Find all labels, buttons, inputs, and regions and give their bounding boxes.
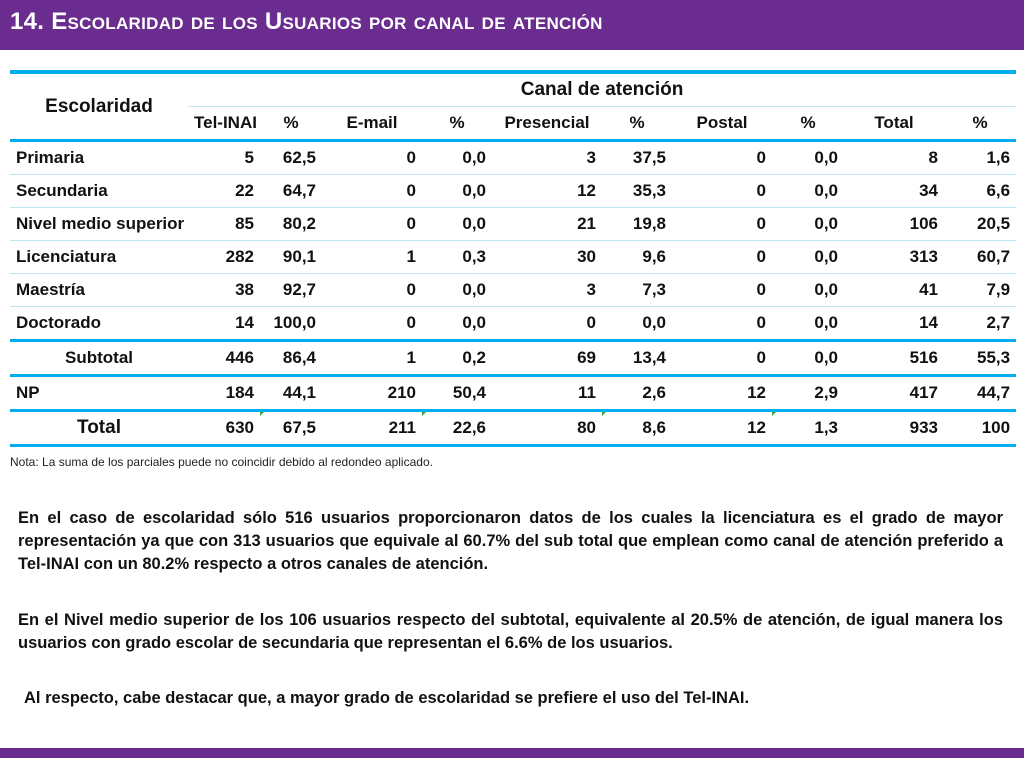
cell: 0,0 (772, 341, 844, 376)
cell: 86,4 (260, 341, 322, 376)
row-label: Licenciatura (10, 241, 188, 274)
total-row (10, 411, 1016, 446)
cell: 0,0 (772, 208, 844, 241)
cell: 0 (672, 241, 772, 274)
cell: 417 (844, 376, 944, 411)
np-row (10, 376, 1016, 411)
cell: 22,6 (422, 411, 492, 446)
col-header: Presencial (492, 107, 602, 141)
cell: 933 (844, 411, 944, 446)
cell: 2,9 (772, 376, 844, 411)
row-label: NP (10, 376, 188, 411)
table-row (10, 241, 1016, 274)
col-header: Postal (672, 107, 772, 141)
cell: 282 (188, 241, 260, 274)
subtotal-row (10, 341, 1016, 376)
group-header-canal: Canal de atención (188, 72, 1016, 107)
cell: 60,7 (944, 241, 1016, 274)
cell: 38 (188, 274, 260, 307)
cell: 184 (188, 376, 260, 411)
col-header: Total (844, 107, 944, 141)
cell: 55,3 (944, 341, 1016, 376)
cell: 0 (322, 274, 422, 307)
cell: 2,7 (944, 307, 1016, 341)
cell: 0,0 (772, 141, 844, 175)
col-header: % (602, 107, 672, 141)
cell: 210 (322, 376, 422, 411)
cell: 1,6 (944, 141, 1016, 175)
cell: 1 (322, 241, 422, 274)
cell: 516 (844, 341, 944, 376)
cell: 34 (844, 175, 944, 208)
row-label: Total (10, 411, 188, 446)
cell: 0 (672, 141, 772, 175)
cell: 85 (188, 208, 260, 241)
cell: 0,0 (772, 175, 844, 208)
escolaridad-table (10, 70, 1016, 447)
cell: 630 (188, 411, 260, 446)
cell: 0 (322, 208, 422, 241)
cell: 0 (322, 307, 422, 341)
col-header: E-mail (322, 107, 422, 141)
cell: 100 (944, 411, 1016, 446)
table-row (10, 175, 1016, 208)
cell: 44,7 (944, 376, 1016, 411)
cell: 9,6 (602, 241, 672, 274)
cell: 64,7 (260, 175, 322, 208)
cell: 0,0 (422, 208, 492, 241)
cell: 8 (844, 141, 944, 175)
cell: 90,1 (260, 241, 322, 274)
cell: 0 (672, 175, 772, 208)
paragraph-1: En el caso de escolaridad sólo 516 usuarios proporcionaron datos de los cuales la licenciatura es el grado de mayor representación ya que con 313 usuarios que equivale al 60.7% del sub total que emplean como canal de atención preferido a Tel-INAI con un 80.2% respecto a otros canales de atención. (18, 509, 1003, 573)
table-row (10, 274, 1016, 307)
cell: 8,6 (602, 411, 672, 446)
cell: 0,2 (422, 341, 492, 376)
col-header: % (772, 107, 844, 141)
cell: 20,5 (944, 208, 1016, 241)
cell: 22 (188, 175, 260, 208)
cell: 3 (492, 274, 602, 307)
row-label: Doctorado (10, 307, 188, 341)
row-label: Nivel medio superior (10, 208, 188, 241)
bottom-bar (0, 748, 1024, 758)
cell: 19,8 (602, 208, 672, 241)
cell: 7,3 (602, 274, 672, 307)
cell: 11 (492, 376, 602, 411)
cell: 13,4 (602, 341, 672, 376)
header-row-group (10, 72, 1016, 107)
cell: 106 (844, 208, 944, 241)
cell: 0,0 (422, 307, 492, 341)
cell: 0,0 (422, 141, 492, 175)
cell: 0,3 (422, 241, 492, 274)
table-container (10, 70, 1016, 447)
cell: 41 (844, 274, 944, 307)
cell: 35,3 (602, 175, 672, 208)
cell: 21 (492, 208, 602, 241)
cell: 14 (188, 307, 260, 341)
cell: 62,5 (260, 141, 322, 175)
title-bar (0, 0, 1024, 50)
cell: 313 (844, 241, 944, 274)
cell: 0 (492, 307, 602, 341)
cell: 37,5 (602, 141, 672, 175)
cell: 2,6 (602, 376, 672, 411)
cell: 67,5 (260, 411, 322, 446)
cell: 3 (492, 141, 602, 175)
cell: 14 (844, 307, 944, 341)
cell: 0,0 (422, 274, 492, 307)
table-row (10, 307, 1016, 341)
col-header: % (260, 107, 322, 141)
table-body (10, 141, 1016, 446)
cell: 0 (672, 208, 772, 241)
cell: 0 (322, 141, 422, 175)
cell: 211 (322, 411, 422, 446)
cell: 12 (672, 411, 772, 446)
cell: 0,0 (772, 274, 844, 307)
cell: 7,9 (944, 274, 1016, 307)
cell: 0,0 (772, 241, 844, 274)
row-label: Subtotal (10, 341, 188, 376)
table-row (10, 141, 1016, 175)
cell: 30 (492, 241, 602, 274)
cell: 1 (322, 341, 422, 376)
cell: 0,0 (772, 307, 844, 341)
cell: 80,2 (260, 208, 322, 241)
col-header: % (944, 107, 1016, 141)
cell: 92,7 (260, 274, 322, 307)
row-label: Secundaria (10, 175, 188, 208)
cell: 5 (188, 141, 260, 175)
cell: 0,0 (602, 307, 672, 341)
cell: 69 (492, 341, 602, 376)
table-note: Nota: La suma de los parciales puede no coincidir debido al redondeo aplicado. (10, 455, 433, 469)
cell: 446 (188, 341, 260, 376)
table-row (10, 208, 1016, 241)
cell: 12 (672, 376, 772, 411)
cell: 0 (672, 341, 772, 376)
col-header: Tel-INAI (188, 107, 260, 141)
row-header-escolaridad: Escolaridad (10, 72, 188, 141)
row-label: Primaria (10, 141, 188, 175)
cell: 0,0 (422, 175, 492, 208)
cell: 1,3 (772, 411, 844, 446)
cell: 0 (322, 175, 422, 208)
cell: 12 (492, 175, 602, 208)
cell: 0 (672, 307, 772, 341)
cell: 50,4 (422, 376, 492, 411)
cell: 100,0 (260, 307, 322, 341)
slide-title: 14. Escolaridad de los Usuarios por canal de atención (10, 8, 603, 35)
paragraph-2: En el Nivel medio superior de los 106 usuarios respecto del subtotal, equivalente al 20.5% de atención, de igual manera los usuarios con grado escolar de secundaria que representan el 6.6% de los usuarios. (18, 611, 1003, 652)
cell: 6,6 (944, 175, 1016, 208)
cell: 0 (672, 274, 772, 307)
cell: 80 (492, 411, 602, 446)
row-label: Maestría (10, 274, 188, 307)
col-header: % (422, 107, 492, 141)
paragraph-3: Al respecto, cabe destacar que, a mayor grado de escolaridad se prefiere el uso del Tel-INAI. (24, 689, 750, 707)
cell: 44,1 (260, 376, 322, 411)
